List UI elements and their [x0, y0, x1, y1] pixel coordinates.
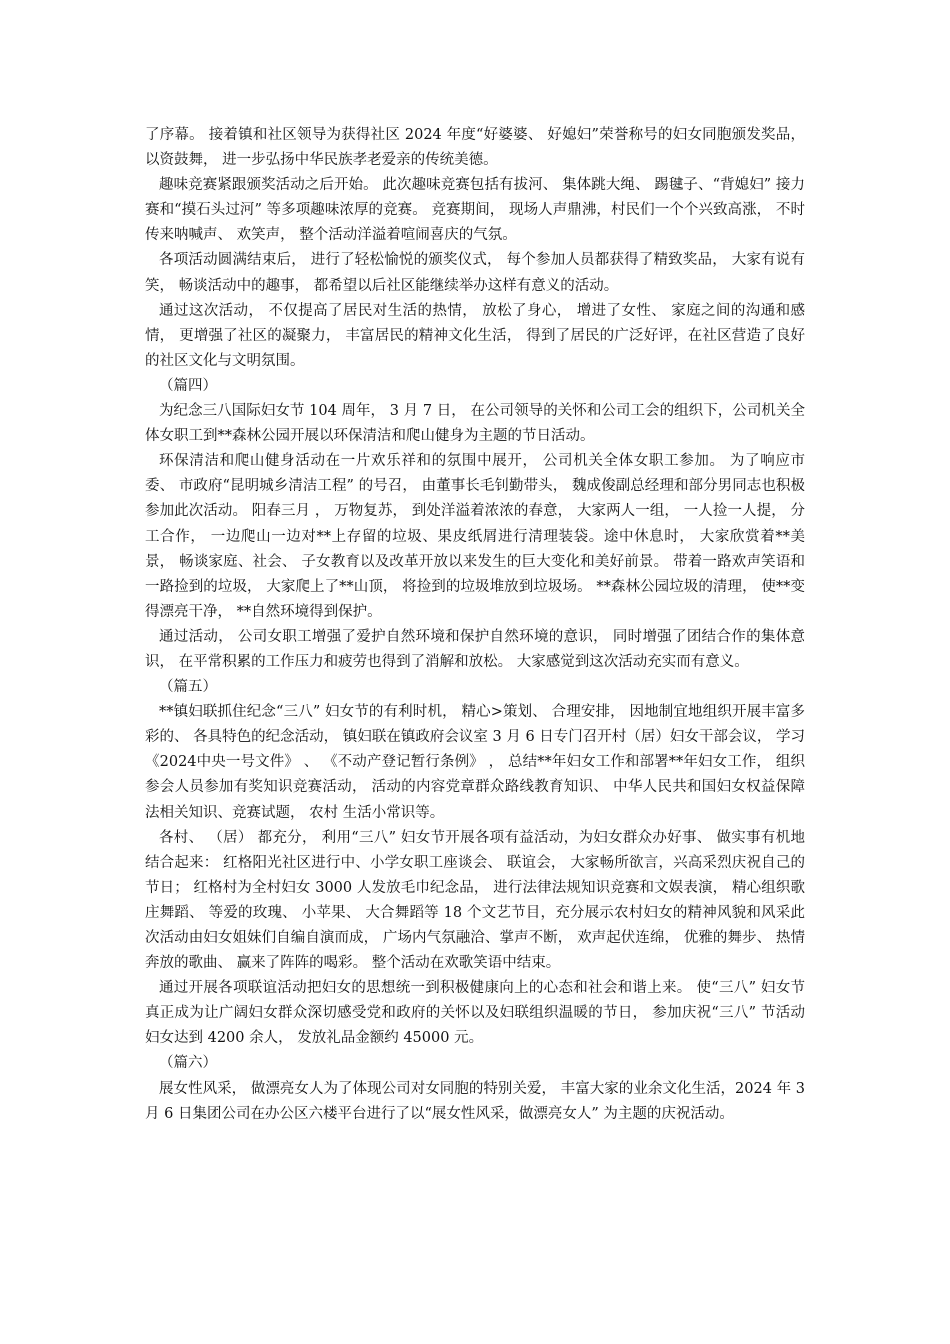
paragraph-4: 通过这次活动， 不仅提高了居民对生活的热情， 放松了身心， 增进了女性、 家庭之间的沟通和感情， 更增强了社区的凝聚力， 丰富居民的精神文化生活， 得到了居民的广泛好评，在社区营造了良好的社区文化与文明氛围。 [145, 302, 805, 369]
paragraph-8: **镇妇联抓住纪念“三八” 妇女节的有利时机， 精心>策划、 合理安排， 因地制宜地组织开展丰富多彩的、 各具特色的纪念活动， 镇妇联在镇政府会议室 3 月 6 日专门召开村（居）妇女干部会议， 学习《2024中央一号文件》 、 《不动产登记暂行条例》 ， 总结**年妇女工作和部署**年妇女工作， 组织参会人员参加有奖知识竞赛活动， 活动的内容党章群众路线教育知识、 中华人民共和国妇女权益保障法相关知识、竞赛试题， 农村 生活小常识等。 [145, 704, 805, 821]
section-heading-4: （篇四） [159, 377, 217, 394]
paragraph-3: 各项活动圆满结束后， 进行了轻松愉悦的颁奖仪式， 每个参加人员都获得了精致奖品， 大家有说有笑， 畅谈活动中的趣事， 都希望以后社区能继续举办这样有意义的活动。 [145, 252, 805, 294]
paragraph-1: 了序幕。 接着镇和社区领导为获得社区 2024 年度“好婆婆、 好媳妇”荣誉称号的妇女同胞颁发奖品， 以资鼓舞， 进一步弘扬中华民族孝老爱亲的传统美德。 [145, 127, 805, 169]
section-heading-5: （篇五） [159, 679, 217, 696]
document-body [145, 123, 805, 1127]
paragraph-6: 环保清洁和爬山健身活动在一片欢乐祥和的氛围中展开， 公司机关全体女职工参加。 为了响应市委、 市政府“昆明城乡清洁工程” 的号召， 由董事长毛钊勤带头， 魏成俊副总经理和部分男同志也积极参加此次活动。 阳春三月 ， 万物复苏， 到处洋溢着浓浓的春意， 大家两人一组， 一人捡一人提， 分工合作， 一边爬山一边对**上存留的垃圾、果皮纸屑进行清理装袋。途中休息时， 大家欣赏着**美景， 畅谈家庭、社会、 子女教育以及改革开放以来发生的巨大变化和美好前景。 带着一路欢声笑语和一路捡到的垃圾， 大家爬上了**山顶， 将捡到的垃圾堆放到垃圾场。 **森林公园垃圾的清理， 使**变得漂亮干净， **自然环境得到保护。 [145, 453, 805, 620]
paragraph-9: 各村、 （居） 都充分， 利用“三八” 妇女节开展各项有益活动，为妇女群众办好事、 做实事有机地结合起来： 红格阳光社区进行中、小学女职工座谈会、 联谊会， 大家畅所欲言，兴高采烈庆祝自己的节日； 红格村为全村妇女 3000 人发放毛巾纪念品， 进行法律法规知识竞赛和文娱表演， 精心组织歌庄舞蹈、 等爱的玫瑰、 小苹果、 大合舞蹈等 18 个文艺节目，充分展示农村妇女的精神风貌和风采此次活动由妇女姐妹们自编自演而成， 广场内气氛融洽、掌声不断， 欢声起伏连绵， 优雅的舞步、 热情奔放的歌曲、 赢来了阵阵的喝彩。 整个活动在欢歌笑语中结束。 [145, 829, 805, 972]
paragraph-5: 为纪念三八国际妇女节 104 周年， 3 月 7 日， 在公司领导的关怀和公司工会的组织下，公司机关全体女职工到**森林公园开展以环保清洁和爬山健身为主题的节日活动。 [145, 403, 805, 445]
paragraph-2: 趣味竞赛紧跟颁奖活动之后开始。 此次趣味竞赛包括有拔河、 集体跳大绳、 踢毽子、“背媳妇” 接力赛和“摸石头过河” 等多项趣味浓厚的竞赛。 竞赛期间， 现场人声鼎沸，村民们一个个兴致高涨， 不时传来呐喊声、 欢笑声， 整个活动洋溢着喧闹喜庆的气氛。 [145, 177, 805, 244]
section-heading-6: （篇六） [159, 1055, 217, 1072]
paragraph-10: 通过开展各项联谊活动把妇女的思想统一到积极健康向上的心态和社会和谐上来。 使“三八” 妇女节真正成为让广阔妇女群众深切感受党和政府的关怀以及妇联组织温暖的节日， 参加庆祝“三八” 节活动妇女达到 4200 余人， 发放礼品金额约 45000 元。 [145, 980, 805, 1047]
paragraph-7: 通过活动， 公司女职工增强了爱护自然环境和保护自然环境的意识， 同时增强了团结合作的集体意识， 在平常积累的工作压力和疲劳也得到了消解和放松。 大家感觉到这次活动充实而有意义。 [145, 628, 805, 670]
paragraph-11: 展女性风采， 做漂亮女人为了体现公司对女同胞的特别关爱， 丰富大家的业余文化生活，2024 年 3 月 6 日集团公司在办公区六楼平台进行了以“展女性风采，做漂亮女人” 为主题的庆祝活动。 [145, 1080, 805, 1122]
